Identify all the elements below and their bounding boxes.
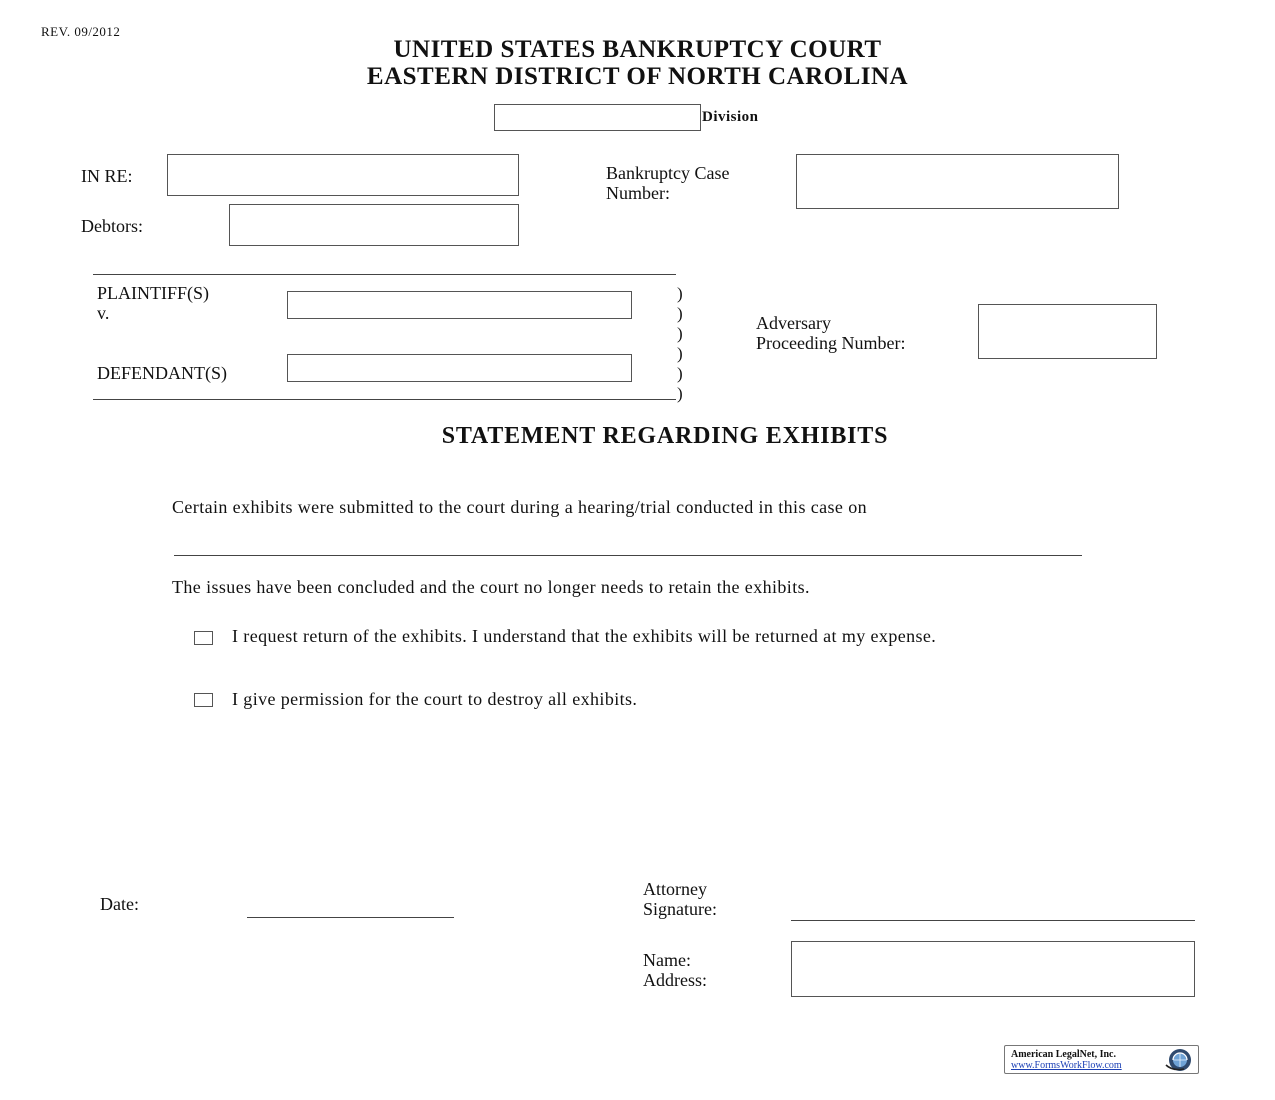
division-label: Division: [702, 109, 759, 125]
name-label: Name:: [643, 950, 691, 970]
plaintiff-label: PLAINTIFF(S): [97, 283, 210, 303]
return-exhibits-checkbox[interactable]: [194, 631, 213, 645]
destroy-exhibits-label: I give permission for the court to destroy all exhibits.: [232, 689, 638, 709]
vendor-name: American LegalNet, Inc.: [1011, 1049, 1116, 1060]
vendor-logo: [1004, 1045, 1199, 1074]
case-number-label-line2: Number:: [606, 183, 670, 203]
issues-concluded-text: The issues have been concluded and the court no longer needs to retain the exhibits.: [172, 577, 810, 597]
debtors-field[interactable]: [229, 204, 519, 246]
caption-paren: ): [677, 384, 683, 403]
caption-paren: ): [677, 284, 683, 303]
globe-icon: [1160, 1047, 1196, 1073]
proceeding-label-line2: Proceeding Number:: [756, 333, 906, 353]
date-line[interactable]: [247, 917, 454, 918]
caption-paren: ): [677, 364, 683, 383]
statement-heading: STATEMENT REGARDING EXHIBITS: [441, 423, 889, 449]
division-field[interactable]: [494, 104, 701, 131]
court-name: UNITED STATES BANKRUPTCY COURT: [393, 36, 882, 63]
caption-bottom-rule: [93, 399, 676, 400]
versus-label: v.: [97, 303, 110, 323]
attorney-signature-label-line2: Signature:: [643, 899, 717, 919]
caption-paren: ): [677, 304, 683, 323]
case-number-field[interactable]: [796, 154, 1119, 209]
defendant-field[interactable]: [287, 354, 632, 382]
exhibits-intro-text: Certain exhibits were submitted to the court during a hearing/trial conducted in this case on: [172, 497, 868, 517]
return-exhibits-label: I request return of the exhibits. I understand that the exhibits will be returned at my expense.: [232, 626, 937, 646]
court-district: EASTERN DISTRICT OF NORTH CAROLINA: [366, 63, 909, 90]
date-label: Date:: [100, 894, 139, 914]
hearing-date-line[interactable]: [174, 555, 1082, 556]
in-re-label: IN RE:: [81, 166, 133, 186]
in-re-field[interactable]: [167, 154, 519, 196]
caption-top-rule: [93, 274, 676, 275]
caption-paren: ): [677, 324, 683, 343]
address-label: Address:: [643, 970, 707, 990]
attorney-signature-label-line1: Attorney: [643, 879, 707, 899]
name-address-field[interactable]: [791, 941, 1195, 997]
debtors-label: Debtors:: [81, 216, 143, 236]
revision-date: REV. 09/2012: [41, 24, 121, 39]
proceeding-number-field[interactable]: [978, 304, 1157, 359]
caption-paren: ): [677, 344, 683, 363]
vendor-website-link[interactable]: www.FormsWorkFlow.com: [1011, 1060, 1122, 1071]
attorney-signature-line[interactable]: [791, 920, 1195, 921]
proceeding-label-line1: Adversary: [756, 313, 831, 333]
plaintiff-field[interactable]: [287, 291, 632, 319]
defendant-label: DEFENDANT(S): [97, 363, 227, 383]
case-number-label-line1: Bankruptcy Case: [606, 163, 730, 183]
destroy-exhibits-checkbox[interactable]: [194, 693, 213, 707]
